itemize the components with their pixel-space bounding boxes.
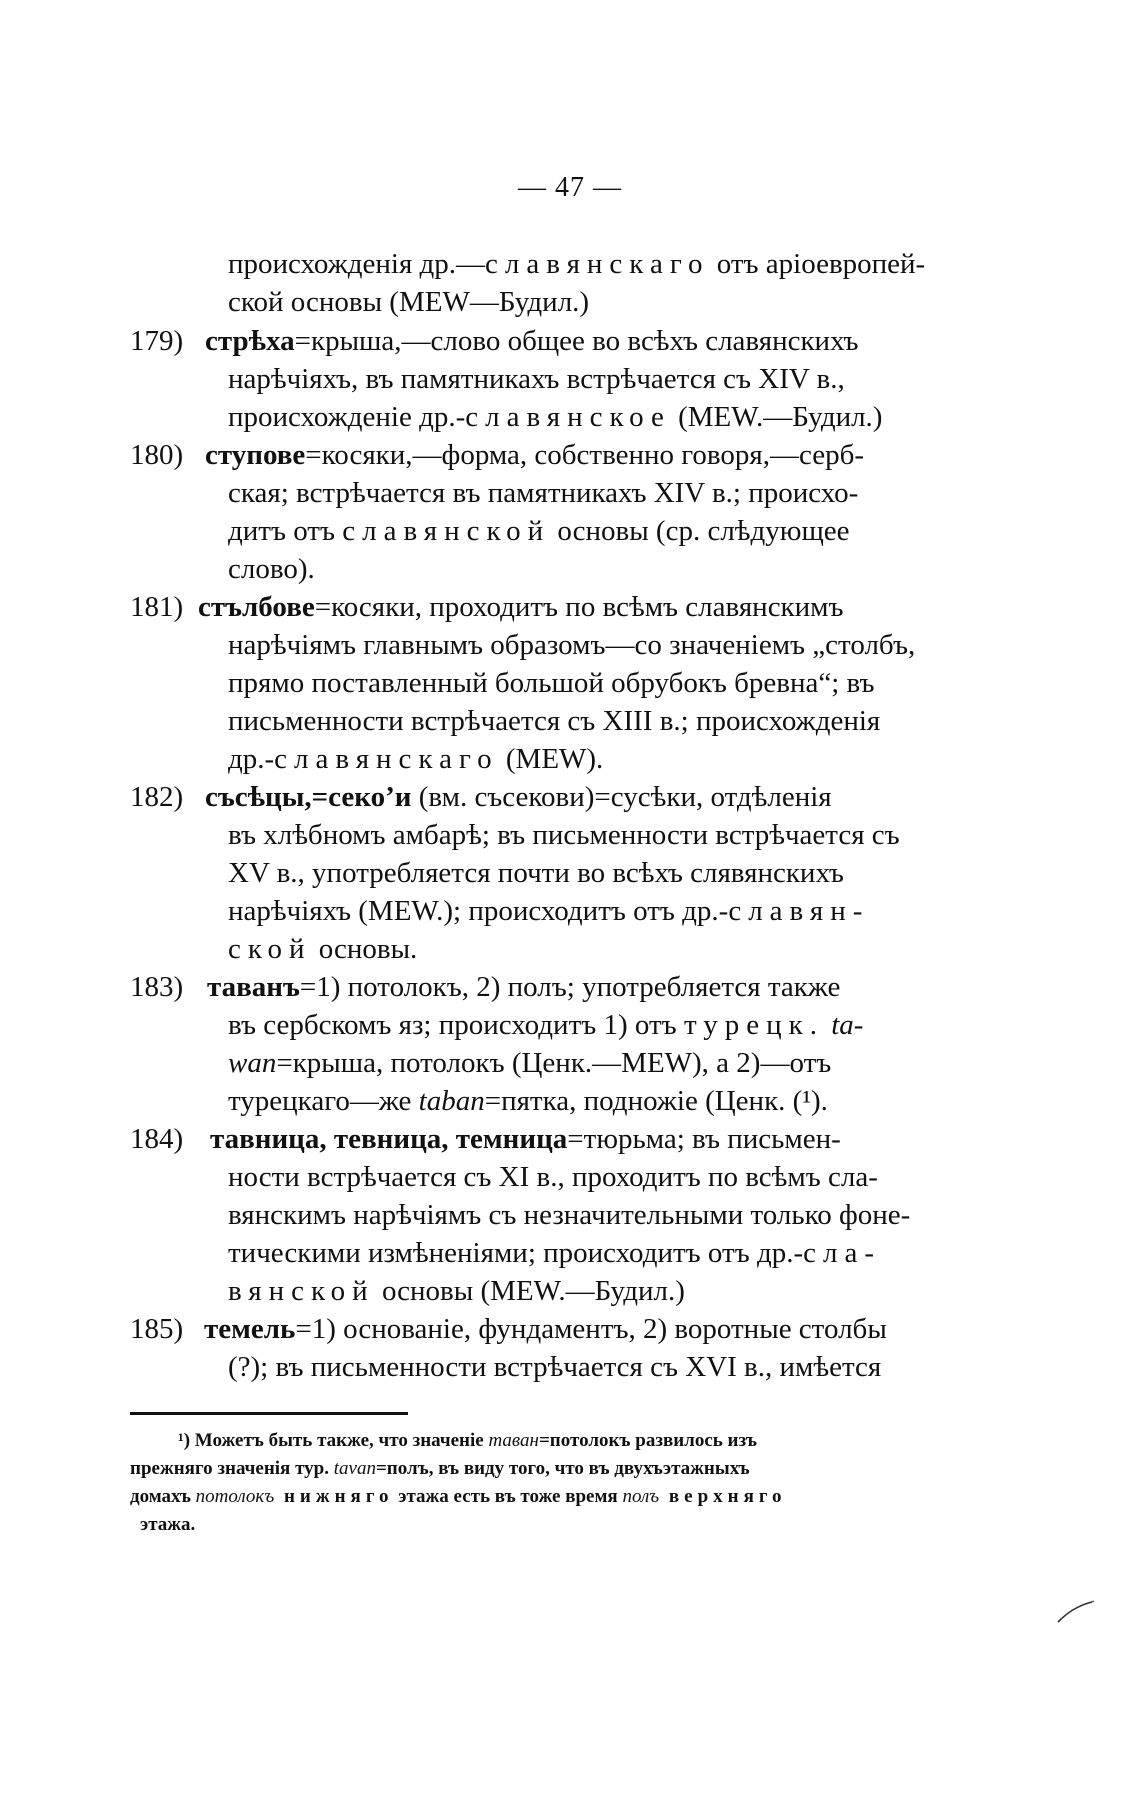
entry-number: 183) xyxy=(130,971,184,1003)
entry-line: въ хлѣбномъ амбарѣ; въ письменности встрѣчается съ xyxy=(228,819,900,851)
entry-number: 184) xyxy=(130,1123,184,1155)
entry-line: турецкаго—же taban=пятка, подножіе (Ценк. (¹). xyxy=(228,1085,828,1117)
entry-line: слово). xyxy=(228,553,315,585)
entry-line: темель=1) основаніе, фундаментъ, 2) воротные столбы xyxy=(204,1313,887,1345)
footnote-line: прежняго значенія тур. tavan=полъ, въ виду того, что въ двухъэтажныхъ xyxy=(130,1458,750,1479)
entry-line: XV в., употребляется почти во всѣхъ слявянскихъ xyxy=(228,857,844,889)
entry-line: ской основы. xyxy=(228,933,418,965)
entry-headword: съсѣцы,=секо’и xyxy=(205,781,412,813)
text-line: ской основы (MEW—Будил.) xyxy=(228,286,590,318)
footnote-line: домахъ потолокъ нижняго этажа есть въ тоже время полъ верхняго xyxy=(130,1486,787,1507)
entry-headword: тавница, тевница, темница xyxy=(210,1123,568,1155)
entry-line: нарѣчіямъ главнымъ образомъ—со значеніемъ „столбъ, xyxy=(228,629,916,661)
entry-line: дитъ отъ славянской основы (ср. слѣдующее xyxy=(228,515,850,547)
entry-line: ности встрѣчается съ XI в., проходитъ по всѣмъ сла- xyxy=(228,1161,878,1193)
entry-line: ступове=косяки,—форма, собственно говоря,—серб- xyxy=(205,439,865,471)
entry-number: 181) xyxy=(130,591,184,623)
entry-number: 179) xyxy=(130,325,184,357)
entry-number: 182) xyxy=(130,781,184,813)
page-number: — 47 — xyxy=(518,172,622,203)
text-line: происхожденія др.—славянскаго отъ аріоевропей- xyxy=(228,248,926,280)
entry-number: 185) xyxy=(130,1313,184,1345)
entry-line: таванъ=1) потолокъ, 2) полъ; употребляется также xyxy=(207,971,841,1003)
footnote-line: этажа. xyxy=(140,1514,196,1535)
entry-line: тавница, тевница, темница=тюрьма; въ письмен- xyxy=(210,1123,841,1155)
footnote-line: ¹) Можетъ быть также, что значеніе таван=потолокъ развилось изъ xyxy=(178,1430,757,1451)
entry-line: тическими измѣненіями; происходитъ отъ др.-сла- xyxy=(228,1237,881,1269)
entry-line: стълбове=косяки, проходитъ по всѣмъ славянскимъ xyxy=(198,591,844,623)
entry-line: вянской основы (MEW.—Будил.) xyxy=(228,1275,685,1307)
entry-line: стрѣха=крыша,—слово общее во всѣхъ славянскихъ xyxy=(205,325,859,357)
entry-line: происхожденіе др.-славянское (MEW.—Будил.) xyxy=(228,401,883,433)
entry-headword: таванъ xyxy=(207,971,300,1003)
entry-number: 180) xyxy=(130,439,184,471)
entry-headword: стълбове xyxy=(198,591,315,623)
entry-headword: темель xyxy=(204,1313,296,1345)
entry-line: нарѣчіяхъ (MEW.); происходитъ отъ др.-славян- xyxy=(228,895,870,927)
entry-line: прямо поставленный большой обрубокъ бревна“; въ xyxy=(228,667,875,699)
entry-line: письменности встрѣчается съ XIII в.; происхожденія xyxy=(228,705,881,737)
entry-line: ская; встрѣчается въ памятникахъ XIV в.; происхо- xyxy=(228,477,859,509)
entry-line: wan=крыша, потолокъ (Ценк.—MEW), а 2)—отъ xyxy=(228,1047,832,1079)
entry-line: въ сербскомъ яз; происходитъ 1) отъ турецк. ta- xyxy=(228,1009,864,1041)
entry-headword: стрѣха xyxy=(205,325,295,357)
entry-line: нарѣчіяхъ, въ памятникахъ встрѣчается съ XIV в., xyxy=(228,363,845,395)
entry-line: др.-славянскаго (MEW). xyxy=(228,743,604,775)
entry-line: съсѣцы,=секо’и (вм. съсекови)=сусѣки, отдѣленія xyxy=(205,781,832,813)
entry-headword: ступове xyxy=(205,439,306,471)
pencil-mark-icon xyxy=(1056,1600,1096,1624)
entry-line: вянскимъ нарѣчіямъ съ незначительными только фоне- xyxy=(228,1199,911,1231)
footnote-rule xyxy=(130,1412,408,1415)
entry-line: (?); въ письменности встрѣчается съ XVI в., имѣется xyxy=(228,1351,882,1383)
